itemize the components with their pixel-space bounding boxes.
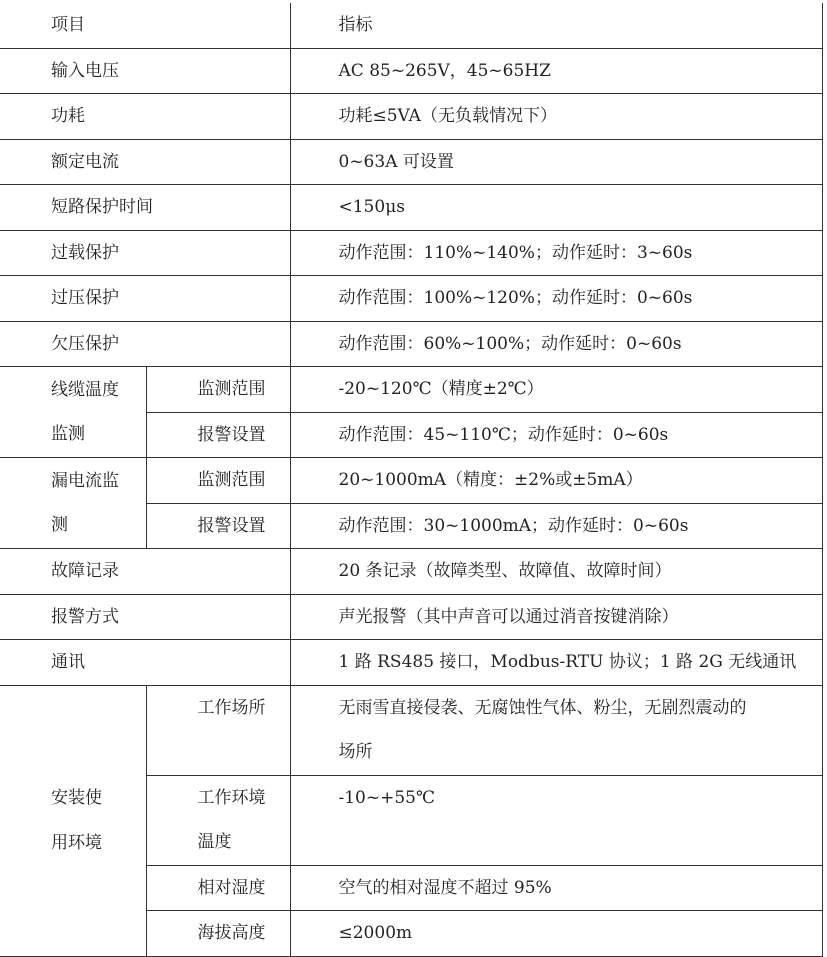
table-row: [0, 48, 822, 94]
sub-value: -10~+55℃: [290, 775, 822, 865]
sub-value-line: 场所: [338, 742, 373, 762]
group-label-leakage: [0, 458, 146, 549]
spec-table: [0, 3, 823, 957]
row-label: 功耗: [0, 94, 290, 140]
row-value: AC 85~265V，45~65HZ: [290, 48, 822, 94]
sub-label: 监测范围: [146, 458, 290, 504]
table-row: [0, 139, 822, 185]
row-value: 0~63A 可设置: [290, 139, 822, 185]
sub-value: 动作范围：30~1000mA；动作延时：0~60s: [290, 503, 822, 549]
row-label: 过压保护: [0, 276, 290, 322]
sub-label: [146, 775, 290, 865]
row-value: 动作范围：60%~100%；动作延时：0~60s: [290, 321, 822, 367]
row-value: 1 路 RS485 接口，Modbus-RTU 协议；1 路 2G 无线通讯: [290, 640, 822, 686]
group-label-line: 漏电流监: [51, 470, 119, 491]
table-row: [0, 321, 822, 367]
sub-label-line: 工作环境: [197, 787, 266, 808]
row-label: 过载保护: [0, 230, 290, 276]
table-row: [0, 185, 822, 231]
sub-value: 空气的相对湿度不超过 95%: [290, 865, 822, 911]
group-label-cable-temp: [0, 367, 146, 458]
group-label-line: 线缆温度: [51, 379, 119, 400]
table-row: [0, 594, 822, 640]
table-header-row: [0, 3, 822, 48]
table-row: [0, 458, 822, 504]
group-label-install-env: [0, 685, 146, 956]
table-row: [0, 367, 822, 413]
row-label: 短路保护时间: [0, 185, 290, 231]
row-value: 功耗≤5VA（无负载情况下）: [290, 94, 822, 140]
sub-label-line: 温度: [197, 832, 232, 852]
group-label-line: 测: [51, 515, 68, 535]
sub-label: 相对湿度: [146, 865, 290, 911]
row-label: 报警方式: [0, 594, 290, 640]
sub-label: 海拔高度: [146, 911, 290, 957]
sub-label: 报警设置: [146, 503, 290, 549]
table-row: [0, 94, 822, 140]
row-label: 额定电流: [0, 139, 290, 185]
row-value: 声光报警（其中声音可以通过消音按键消除）: [290, 594, 822, 640]
sub-value: [290, 685, 822, 775]
row-label: 输入电压: [0, 48, 290, 94]
sub-label: 监测范围: [146, 367, 290, 413]
header-item: 项目: [0, 3, 290, 48]
table-row: [0, 230, 822, 276]
sub-label: 报警设置: [146, 412, 290, 458]
sub-label: 工作场所: [146, 685, 290, 775]
table-row: [0, 640, 822, 686]
row-value: 20 条记录（故障类型、故障值、故障时间）: [290, 549, 822, 595]
table-row: [0, 549, 822, 595]
row-label: 故障记录: [0, 549, 290, 595]
group-label-line: 安装使: [51, 788, 102, 808]
table-row: [0, 276, 822, 322]
row-value: 动作范围：100%~120%；动作延时：0~60s: [290, 276, 822, 322]
group-label-line: 用环境: [51, 832, 102, 853]
group-label-line: 监测: [51, 424, 85, 444]
sub-value: ≤2000m: [290, 911, 822, 957]
sub-value-line: 无雨雪直接侵袭、无腐蚀性气体、粉尘，无剧烈震动的: [338, 697, 747, 718]
row-label: 欠压保护: [0, 321, 290, 367]
header-spec: 指标: [290, 3, 822, 48]
sub-value: 20~1000mA（精度：±2%或±5mA）: [290, 458, 822, 504]
sub-value: 动作范围：45~110℃；动作延时：0~60s: [290, 412, 822, 458]
table-row: [0, 685, 822, 775]
row-value: 动作范围：110%~140%；动作延时：3~60s: [290, 230, 822, 276]
row-label: 通讯: [0, 640, 290, 686]
sub-value: -20~120℃（精度±2℃）: [290, 367, 822, 413]
row-value: <150μs: [290, 185, 822, 231]
